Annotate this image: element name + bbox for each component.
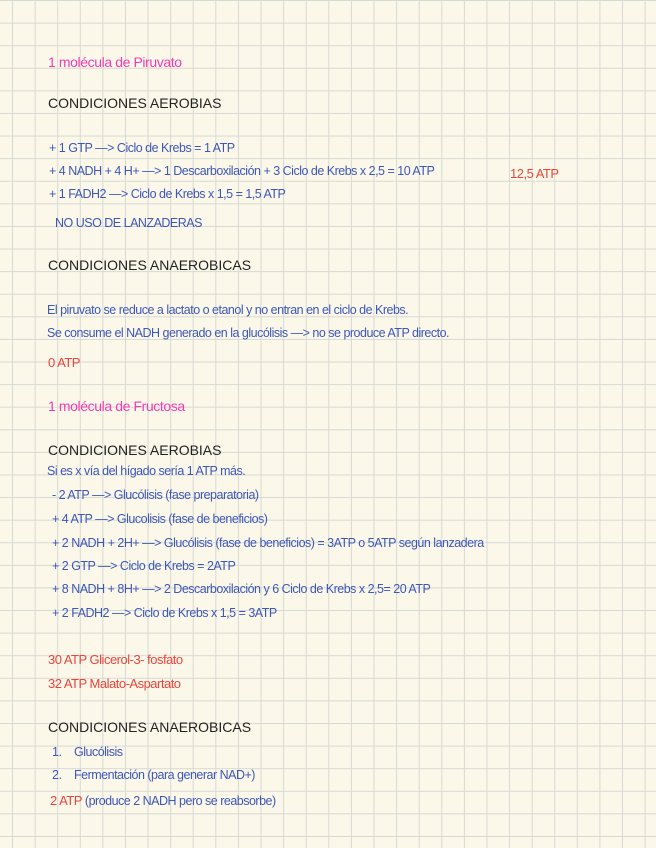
fructosa-aerobias-note: Si es x vía del hígado sería 1 ATP más. — [47, 464, 246, 478]
fructosa-aerobias-line-4: + 2 GTP —> Ciclo de Krebs = 2ATP — [52, 559, 236, 573]
step-text: Fermentación (para generar NAD+) — [74, 768, 255, 782]
piruvato-anaerobias-line-1: El piruvato se reduce a lactato o etanol y no entran en el ciclo de Krebs. — [47, 303, 409, 317]
piruvato-anaerobias-result: 0 ATP — [48, 355, 80, 370]
piruvato-title: 1 molécula de Piruvato — [48, 54, 182, 70]
fructosa-aerobias-line-6: + 2 FADH2 —> Ciclo de Krebs x 1,5 = 3ATP — [52, 606, 277, 620]
piruvato-aerobias-line-2: + 4 NADH + 4 H+ —> 1 Descarboxilación + 3 Ciclo de Krebs x 2,5 = 10 ATP — [49, 164, 435, 178]
piruvato-aerobias-note: NO USO DE LANZADERAS — [55, 216, 202, 230]
fructosa-total-malato: 32 ATP Malato-Aspartato — [48, 676, 181, 691]
fructosa-aerobias-line-5: + 8 NADH + 8H+ —> 2 Descarboxilación y 6 Ciclo de Krebs x 2,5= 20 ATP — [52, 582, 431, 596]
step-number: 1. — [52, 745, 62, 759]
fructosa-total-glicerol: 30 ATP Glicerol-3- fosfato — [48, 652, 183, 667]
fructosa-anaerobias-step-1 — [52, 746, 123, 759]
fructosa-anaerobias-heading: CONDICIONES ANAEROBICAS — [48, 719, 252, 735]
fructosa-title: 1 molécula de Fructosa — [48, 398, 185, 414]
fructosa-aerobias-line-2: + 4 ATP —> Glucolisis (fase de beneficios) — [52, 512, 268, 526]
piruvato-aerobias-total: 12,5 ATP — [510, 166, 559, 181]
fructosa-aerobias-line-3: + 2 NADH + 2H+ —> Glucólisis (fase de beneficios) = 3ATP o 5ATP según lanzadera — [52, 536, 484, 550]
step-text: Glucólisis — [74, 745, 123, 759]
piruvato-aerobias-line-1: + 1 GTP —> Ciclo de Krebs = 1 ATP — [49, 141, 235, 155]
piruvato-aerobias-line-3: + 1 FADH2 —> Ciclo de Krebs x 1,5 = 1,5 ATP — [49, 187, 286, 201]
piruvato-anaerobias-line-2: Se consume el NADH generado en la glucólisis —> no se produce ATP directo. — [47, 326, 450, 340]
piruvato-anaerobias-heading: CONDICIONES ANAEROBICAS — [48, 257, 252, 273]
fructosa-anaerobias-result — [50, 793, 276, 809]
result-note: (produce 2 NADH pero se reabsorbe) — [81, 794, 276, 808]
fructosa-aerobias-line-1: - 2 ATP —> Glucólisis (fase preparatoria) — [52, 488, 259, 502]
fructosa-anaerobias-step-2 — [52, 769, 255, 782]
fructosa-aerobias-heading: CONDICIONES AEROBIAS — [48, 442, 222, 458]
result-atp: 2 ATP — [50, 793, 82, 808]
piruvato-aerobias-heading: CONDICIONES AEROBIAS — [48, 95, 222, 111]
step-number: 2. — [52, 768, 62, 782]
